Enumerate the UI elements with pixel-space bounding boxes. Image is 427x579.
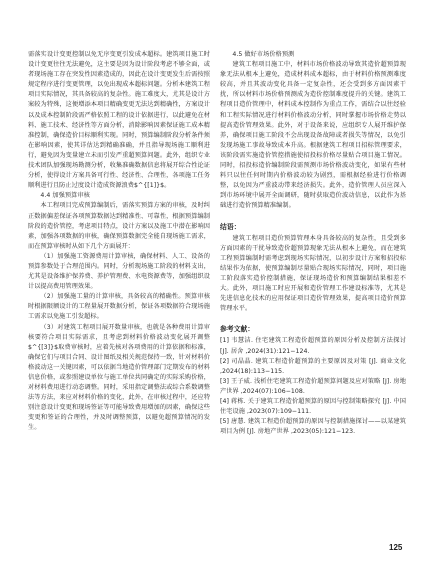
paragraph: （2）加强施工量的计算审核，具备较高的精确性。预算审核时根据限额设计的工程量展开数据分析，保证各项数据符合现场施工需求以免施工引发超标。 (28, 293, 210, 321)
reference-item: [2] 司晶晶. 建筑工程造价超预算的主要原因及对策 [J]. 商业文化 ,2024(18):113−115. (220, 357, 406, 375)
section-heading: 4.4 加强预算审核 (40, 192, 90, 200)
paragraph: 需落实设计变更控制以免无序变更引发成本超标。建筑项目施工时设计变更往往无法避免，这主要是因为设计阶段考虑不够全面，或者现场施工存在突发性因素造成的，因此在设计变更发生后需按照规定程序进行变更管理，以免出现成本超标问题。分析本建筑工程项目实际情况，其具备较高的复杂性。施工难度大，尤其是设计方案较为特殊，这便增添本项目精确变更无法达到精确性，方案设计以及成本控制阶段需严格依照工程的设计依据进行，以此避免在材料、施工技术、经济性等方面分析，消除影响因素保证施工成本精准控制，确保造价目标顺利实现。同时，预算编制阶段分析条件须在影响因素，使其详估达到精确准确，并且指导现场施工顺利进行，避免因为变量建立未而引发严重超预算问题。此外，组织专业技术团队加强现场勘测分析，收集准确数据信息将展开综合性论证分析，使得设计方案具备可行性、经济性、合理性，各项施工任务顺利进行且防止过度设计造成资源浪费$^{[1]}$。 (28, 51, 210, 190)
reference-item: [1] 韦慧洁. 住宅建筑工程造价超预算的原因分析及控制方法探讨 [J]. 居舍 ,2024(31):121−124. (220, 337, 406, 355)
reference-item: [4] 蒋栋. 关于建筑工程造价超预算的原因与控制策略探究 [J]. 中国住宅设施 ,2023(07):109−111. (220, 398, 406, 416)
paragraph: 本工程项目完成预算编制后，需落实预算方案的审核，及时纠正数据偏差保证各项预算数据达到精准性、可靠性，根据预算编制阶段的造价管控，考虑项目特点，设计方案以及施工中潜在影响因素，加强各项数据的审核，确保预算数据完全能自现场施工需求，而在预算审核时从如下几个方面展开： (28, 202, 210, 250)
references-heading: 参考文献： (220, 325, 255, 334)
section-heading: 4.5 做好市场价格预测 (232, 51, 295, 58)
paragraph: （3）对建筑工程项目展开数量审核，也就是各种费用计算审核要符合项目实际需求，且考虑到材料价格波动变化展开调整$^{[3]}$取费审核时，应着先核对各项费用的计算依据和标准，确保它们与项目合同、设计图纸及相关规范保持一致，针对材料价格波动这一关键因素，可以依据当地造价管理部门定期发布的材料信息价格，或参照建设单位与施工单位共同确定的实际采购价格，对材料费用进行动态调整。同时，采用指定调整法或综合系数调整法等方法，来应对材料价格的变化，此外，在审核过程中，还应特别注意设计变更和现场签证等可能导致费用增加的因素，确保这些变更和签证的合理性，并及时调整预算，以避免超预算情况的发生。 (28, 323, 210, 432)
left-column (28, 50, 210, 434)
reference-item: [3] 王子威. 浅析住宅建筑工程造价超预算问题及应对策略 [J]. 房地产世界 ,2024(07):106−108. (220, 377, 406, 395)
conclusion-heading: 结语： (220, 222, 241, 231)
right-column (220, 50, 406, 437)
paragraph: 建筑工程项目造价预算管理本身具备较高的复杂性，且受到多方面因素的干扰导致造价超预算现象无法从根本上避免，而在建筑工程预算编制时需考虑到现场实际情况，以初步设计方案和招投标结果作为依据，使预算编制尽量贴合现场实际情况，同时，项目施工阶段落实造价控制措施，保证现场造价和预算编制结果相差不大。此外，项目施工时应开展和造价管理工作建设标准等，尤其是先进信息化技术的应用保证项目造价管理效果，提高项目造价预算管理水平。 (220, 234, 406, 313)
paragraph: （1）加强施工资源费用计算审核，确保材料、人工、设备的预算参数处于合理范围内。同时，分析现场施工阶段的材料支出，尤其是设备维护保养费、养护管理费、水电资源费等，加强组织设计以提高费用管理效果。 (28, 252, 210, 291)
paragraph: 建筑工程项目施工中，材料市场价格波动导致其造价超预算现象无法从根本上避免，造成材料成本超标，由于材料价格预测难度较高，并且其波动变化具备一定复杂性，还会受到多方面因素干扰，所以材料市场价格预测成为造价控制难度提升的关键。建筑工程项目造价管理中，材料成本控制作为重点工作，需结合以往经验和工程实际情况进行材料价格波动分析，同时掌握市场价格走势以提高造价管理效果。此外，对于设备来说，应组织专人展开维护保养，确保项目施工阶段不会出现设备故障或者损失等情况，以免引发现场施工事故导致成本升高。根据建筑工程项目招标管理要求，该阶段需实施造价管控措施使招投标价格尽量贴合项目施工情况。同时，招投标造价编制阶段需预测市场价格波动变化，如果有些材料只以往任何时期内价格波动较为剧烈，需根据经验进行价格调整，以免因为严重波动带来经济损失。此外，造价管理人员应深入到市场环境中展开全面调研，随时获取造价波动信息，以此作为基础进行造价预算精准编制。 (220, 61, 406, 210)
reference-item: [5] 唐慧. 建筑工程造价超预算的原因与控制措施探讨——以某建筑项目为例 [J]. 房地产世界 ,2023(05):121−123. (220, 418, 406, 436)
page-number: 125 (389, 543, 403, 552)
